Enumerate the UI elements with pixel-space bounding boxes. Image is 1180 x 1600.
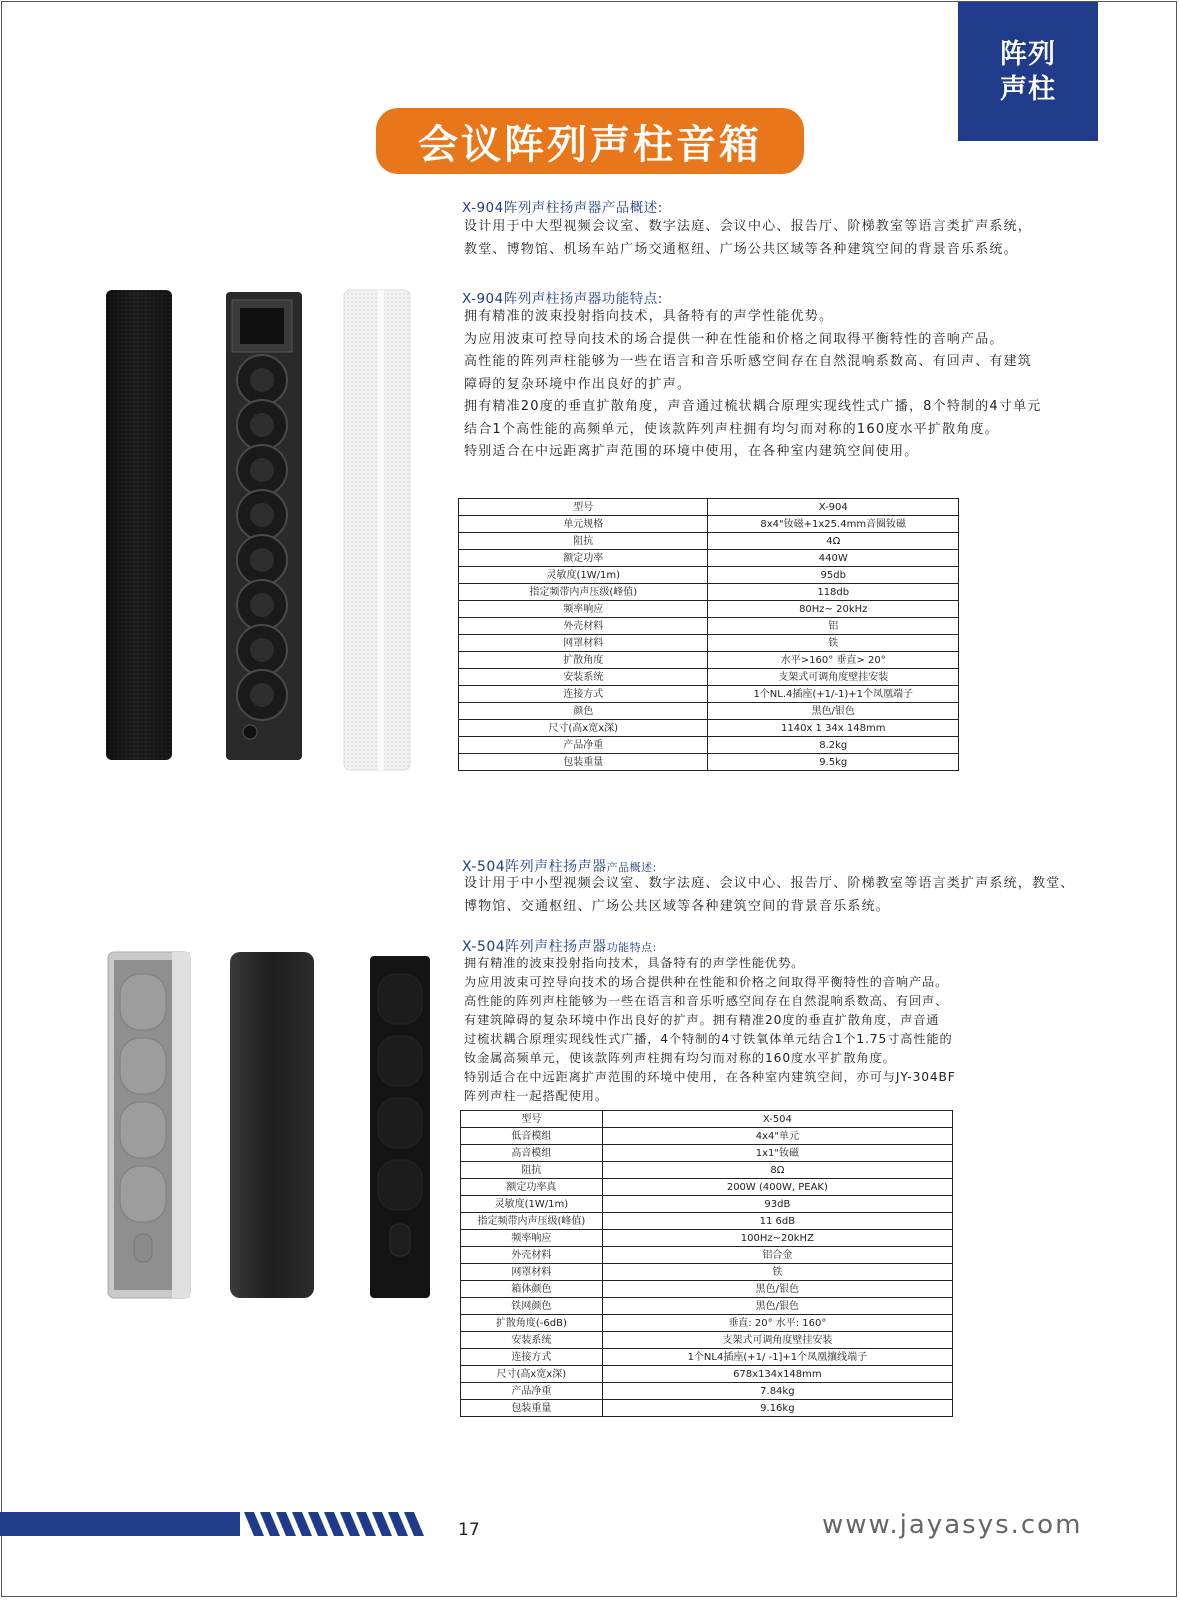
- spec-value: 铁: [602, 1264, 952, 1281]
- spec-value: 8x4"钕磁+1x25.4mm音圈钕磁: [708, 516, 959, 533]
- spec-row: [461, 1298, 953, 1315]
- spec-label: 单元规格: [459, 516, 708, 533]
- spec-label: 型号: [459, 499, 708, 516]
- x504-features-heading-sub: 功能特点:: [606, 941, 657, 954]
- spec-row: [459, 720, 959, 737]
- x904-overview-heading: X-904阵列声柱扬声器产品概述:: [462, 200, 663, 216]
- spec-row: [459, 669, 959, 686]
- website-url: www.jayasys.com: [822, 1510, 1083, 1540]
- text-line: 拥有精准20度的垂直扩散角度，声音通过梳状耦合原理实现线性式广播，8个特制的4寸单元: [464, 399, 1042, 414]
- spec-row: [461, 1213, 953, 1230]
- spec-label: 铁网颜色: [461, 1298, 603, 1315]
- spec-value: 铝合金: [602, 1247, 952, 1264]
- text-line: 钕金属高频单元，使该款阵列声柱拥有均匀而对称的160度水平扩散角度。: [464, 1051, 896, 1065]
- spec-label: 包装重量: [459, 754, 708, 771]
- text-line: 设计用于中小型视频会议室、数字法庭、会议中心、报告厅、阶梯教室等语言类扩声系统，教堂、: [464, 876, 1075, 891]
- text-line: 有建筑障碍的复杂环境中作出良好的扩声。拥有精准20度的垂直扩散角度，声音通: [464, 1013, 940, 1027]
- spec-value: 黑色/银色: [708, 703, 959, 720]
- x504-speaker-silver: [106, 950, 192, 1302]
- x904-spec-table: [458, 498, 959, 771]
- text-line: 高性能的阵列声柱能够为一些在语言和音乐听感空间存在自然混响系数高、有回声、: [464, 994, 949, 1008]
- spec-value: 678x134x148mm: [602, 1366, 952, 1383]
- text-line: 过梳状耦合原理实现线性式广播，4个特制的4寸铁氧体单元结合1个1.75寸高性能的: [464, 1032, 953, 1046]
- spec-label: 阻抗: [461, 1162, 603, 1179]
- spec-label: 安装系统: [459, 669, 708, 686]
- spec-row: [461, 1162, 953, 1179]
- spec-row: [459, 499, 959, 516]
- spec-value: 93dB: [602, 1196, 952, 1213]
- spec-row: [461, 1264, 953, 1281]
- x904-speaker-black: [104, 288, 174, 762]
- spec-row: [461, 1179, 953, 1196]
- spec-label: 频率响应: [459, 601, 708, 618]
- spec-row: [459, 584, 959, 601]
- spec-value: 80Hz~ 20kHz: [708, 601, 959, 618]
- spec-value: 7.84kg: [602, 1383, 952, 1400]
- spec-value: X-904: [708, 499, 959, 516]
- text-line: 阵列声柱一起搭配使用。: [464, 1089, 608, 1103]
- spec-label: 额定功率: [459, 550, 708, 567]
- spec-label: 尺寸(高x宽x深): [459, 720, 708, 737]
- spec-row: [461, 1315, 953, 1332]
- spec-label: 扩散角度: [459, 652, 708, 669]
- x504-features-text: [464, 954, 956, 1106]
- spec-label: 连接方式: [459, 686, 708, 703]
- footer-stripe-bar: [0, 1512, 430, 1536]
- page-title: 会议阵列声柱音箱: [376, 108, 804, 174]
- x904-speaker-white: [342, 288, 412, 774]
- spec-value: 黑色/银色: [602, 1281, 952, 1298]
- spec-value: 8.2kg: [708, 737, 959, 754]
- spec-row: [459, 516, 959, 533]
- spec-label: 箱体颜色: [461, 1281, 603, 1298]
- spec-row: [459, 652, 959, 669]
- spec-value: 118db: [708, 584, 959, 601]
- spec-label: 灵敏度(1W/1m): [461, 1196, 603, 1213]
- x504-features-heading: [462, 936, 657, 956]
- text-line: 结合1个高性能的高频单元，使该款阵列声柱拥有均匀而对称的160度水平扩散角度。: [464, 421, 999, 437]
- text-line: 博物馆、交通枢纽、广场公共区域等各种建筑空间的背景音乐系统。: [464, 898, 891, 914]
- x504-features-heading-main: X-504阵列声柱扬声器: [462, 939, 607, 955]
- text-line: 教堂、博物馆、机场车站广场交通枢纽、广场公共区域等各种建筑空间的背景音乐系统。: [464, 241, 1018, 257]
- spec-label: 网罩材料: [459, 635, 708, 652]
- text-line: 设计用于中大型视频会议室、数字法庭、会议中心、报告厅、阶梯教室等语言类扩声系统，: [464, 219, 1033, 234]
- text-line: 拥有精准的波束投射指向技术，具备特有的声学性能优势。: [464, 956, 805, 970]
- spec-label: 颜色: [459, 703, 708, 720]
- spec-label: 低音模组: [461, 1128, 603, 1145]
- x904-features-heading: X-904阵列声柱扬声器功能特点:: [462, 291, 663, 307]
- spec-label: 额定功率真: [461, 1179, 603, 1196]
- text-line: 特别适合在中远距离扩声范围的环境中使用，在各种室内建筑空间使用。: [464, 444, 919, 459]
- spec-row: [459, 754, 959, 771]
- spec-label: 型号: [461, 1111, 603, 1128]
- section-tab-line1: 阵列: [1000, 38, 1056, 70]
- x504-spec-table: [460, 1110, 953, 1417]
- spec-row: [461, 1145, 953, 1162]
- x904-features-text: [464, 306, 1042, 464]
- spec-value: 铁: [708, 635, 959, 652]
- text-line: 为应用波束可控导向技术的场合提供一种在性能和价格之间取得平衡特性的音响产品。: [464, 331, 1004, 347]
- page-number: 17: [458, 1520, 480, 1540]
- spec-label: 频率响应: [461, 1230, 603, 1247]
- spec-value: 1x1"钕磁: [602, 1145, 952, 1162]
- spec-label: 安装系统: [461, 1332, 603, 1349]
- spec-row: [459, 635, 959, 652]
- spec-row: [459, 618, 959, 635]
- text-line: 特别适合在中远距离扩声范围的环境中使用，在各种室内建筑空间，亦可与JY-304BF: [464, 1070, 956, 1084]
- spec-label: 高音模组: [461, 1145, 603, 1162]
- spec-row: [459, 567, 959, 584]
- spec-value: 1140x 1 34x 148mm: [708, 720, 959, 737]
- spec-row: [459, 686, 959, 703]
- spec-value: 8Ω: [602, 1162, 952, 1179]
- spec-row: [461, 1349, 953, 1366]
- spec-value: 水平>160° 垂直> 20°: [708, 652, 959, 669]
- x504-overview-heading-sub: 产品概述:: [606, 861, 657, 874]
- spec-value: 4x4"单元: [602, 1128, 952, 1145]
- spec-value: 1个NL4插座(+1/ -1]+1个凤凰攘线端子: [602, 1349, 952, 1366]
- spec-label: 外壳材料: [461, 1247, 603, 1264]
- spec-label: 网罩材料: [461, 1264, 603, 1281]
- spec-row: [461, 1400, 953, 1417]
- text-line: 高性能的阵列声柱能够为一些在语言和音乐听感空间存在自然混响系数高、有回声、有建筑: [464, 354, 1033, 369]
- spec-label: 外壳材料: [459, 618, 708, 635]
- x504-speaker-black: [228, 950, 316, 1302]
- spec-label: 连接方式: [461, 1349, 603, 1366]
- spec-row: [459, 601, 959, 618]
- spec-row: [461, 1281, 953, 1298]
- spec-row: [461, 1230, 953, 1247]
- spec-value: 黑色/银色: [602, 1298, 952, 1315]
- spec-row: [459, 737, 959, 754]
- spec-row: [461, 1111, 953, 1128]
- text-line: 拥有精准的波束投射指向技术，具备特有的声学性能优势。: [464, 309, 834, 324]
- section-tab-line2: 声柱: [1000, 73, 1056, 105]
- spec-value: 4Ω: [708, 533, 959, 550]
- spec-label: 阻抗: [459, 533, 708, 550]
- x904-speaker-open: [224, 290, 304, 764]
- spec-row: [461, 1332, 953, 1349]
- spec-row: [461, 1383, 953, 1400]
- spec-value: 9.16kg: [602, 1400, 952, 1417]
- spec-label: 包装重量: [461, 1400, 603, 1417]
- spec-row: [459, 703, 959, 720]
- spec-value: X-504: [602, 1111, 952, 1128]
- text-line: 障碍的复杂环境中作出良好的扩声。: [464, 376, 692, 392]
- spec-value: 11 6dB: [602, 1213, 952, 1230]
- spec-value: 200W (400W, PEAK): [602, 1179, 952, 1196]
- spec-row: [461, 1196, 953, 1213]
- spec-row: [459, 550, 959, 567]
- spec-value: 支架式可调角度壁挂安装: [602, 1332, 952, 1349]
- spec-label: 扩散角度(-6dB): [461, 1315, 603, 1332]
- spec-label: 指定频带内声压级(峰值): [461, 1213, 603, 1230]
- text-line: 为应用波束可控导向技术的场合提供种在性能和价格之间取得平衡特性的音响产品。: [464, 975, 949, 989]
- spec-value: 1个NL.4插座(+1/-1)+1个凤凰端子: [708, 686, 959, 703]
- spec-value: 支架式可调角度壁挂安装: [708, 669, 959, 686]
- spec-label: 产品净重: [459, 737, 708, 754]
- spec-row: [461, 1128, 953, 1145]
- x904-overview-text: [464, 216, 1032, 261]
- x504-speaker-front: [368, 954, 432, 1302]
- spec-row: [459, 533, 959, 550]
- spec-value: 铝: [708, 618, 959, 635]
- spec-value: 440W: [708, 550, 959, 567]
- spec-row: [461, 1247, 953, 1264]
- spec-value: 垂直: 20° 水平: 160°: [602, 1315, 952, 1332]
- spec-row: [461, 1366, 953, 1383]
- spec-value: 100Hz~20kHZ: [602, 1230, 952, 1247]
- spec-value: 9.5kg: [708, 754, 959, 771]
- spec-value: 95db: [708, 567, 959, 584]
- spec-label: 产品净重: [461, 1383, 603, 1400]
- section-tab: [958, 2, 1098, 141]
- x504-overview-heading-main: X-504阵列声柱扬声器: [462, 859, 607, 875]
- x504-overview-text: [464, 873, 1075, 918]
- spec-label: 尺寸(高x宽x深): [461, 1366, 603, 1383]
- spec-label: 指定频带内声压级(峰值): [459, 584, 708, 601]
- spec-label: 灵敏度(1W/1m): [459, 567, 708, 584]
